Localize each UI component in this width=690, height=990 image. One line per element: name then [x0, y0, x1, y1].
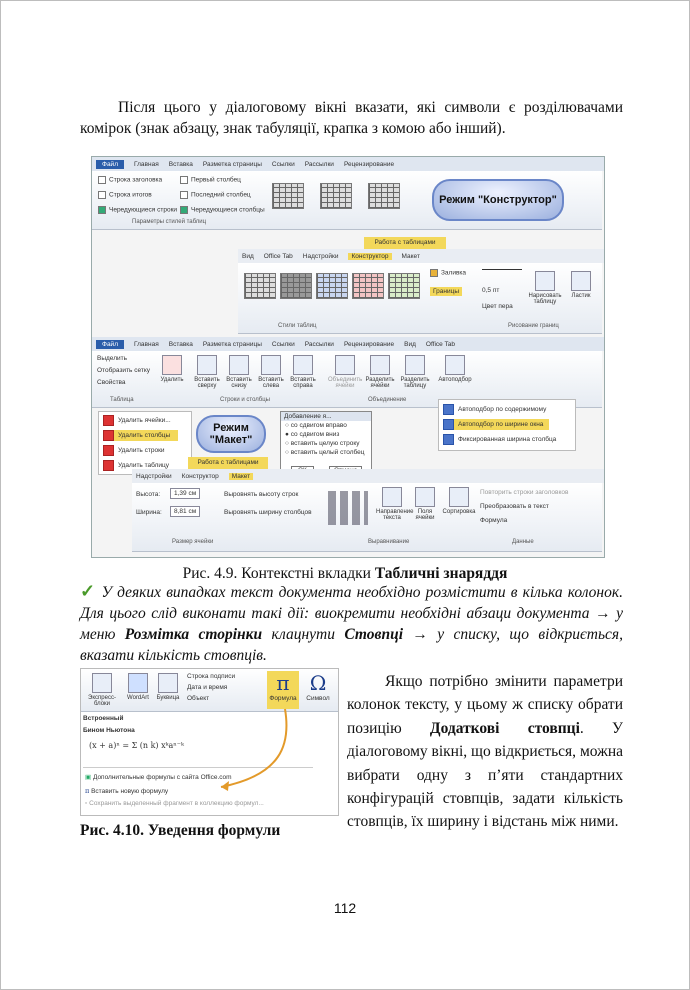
table-style-thumb[interactable] — [368, 183, 400, 209]
checkbox-total-row[interactable]: Строка итогов — [98, 191, 152, 199]
formula-ribbon-button[interactable]: π Формула — [267, 671, 299, 709]
tab-insert[interactable]: Вставка — [168, 160, 193, 168]
dialog-option[interactable]: ● со сдвигом вниз — [285, 431, 340, 438]
tab-office-tab[interactable]: Office Tab — [425, 340, 455, 348]
dialog-title: Добавление я... — [281, 412, 371, 421]
tab-view[interactable]: Вид — [242, 252, 254, 260]
ribbon-table-styles — [238, 263, 602, 334]
express-blocks-icon — [92, 673, 112, 693]
cell-margins-button[interactable]: Поля ячейки — [410, 487, 440, 521]
group-label-merge: Объединение — [368, 397, 407, 403]
column-width-label: Ширина: — [136, 509, 162, 516]
dropcap-icon — [158, 673, 178, 693]
autofit-button[interactable]: Автоподбор — [438, 355, 472, 383]
pi-icon: π — [85, 787, 90, 795]
ribbon-tabs-mid — [238, 249, 605, 263]
text-direction-icon — [382, 487, 402, 507]
cell-margins-icon — [415, 487, 435, 507]
delete-columns-icon — [103, 430, 114, 441]
date-time-button[interactable]: Дата и время — [187, 684, 228, 691]
text-direction-button[interactable]: Направление текста — [376, 487, 408, 521]
autofit-dropdown — [438, 399, 576, 451]
tab-office-tab[interactable]: Office Tab — [263, 252, 293, 260]
delete-button[interactable]: Удалить — [158, 355, 186, 383]
delete-table-icon — [162, 355, 182, 375]
delete-cells-icon — [103, 415, 114, 426]
checkbox-banded-rows[interactable]: Чередующиеся строки — [98, 206, 177, 214]
pen-width-selector[interactable]: 0,5 пт — [482, 287, 500, 294]
dialog-option[interactable]: ○ со сдвигом вправо — [285, 422, 347, 429]
object-button[interactable]: Объект — [187, 695, 210, 702]
alignment-grid[interactable] — [328, 491, 368, 525]
callout-layout-mode: Режим "Макет" — [196, 415, 266, 453]
row-height-input[interactable]: 1,39 см — [170, 488, 200, 499]
menu-delete-cells[interactable]: Удалить ячейки... — [103, 415, 171, 426]
tab-review[interactable]: Рецензирование — [343, 340, 395, 348]
split-table-button[interactable]: Разделить таблицу — [398, 355, 432, 389]
select-button[interactable]: Выделить — [97, 355, 127, 362]
sort-button[interactable]: Сортировка — [442, 487, 476, 515]
figure-4-9-caption: Рис. 4.9. Контекстні вкладки Табличні знаряддя — [182, 565, 508, 582]
dialog-option[interactable]: ○ вставить целый столбец — [285, 449, 365, 456]
paragraph-intro: Після цього у діалоговому вікні вказати, які символи є розділювачами комірок (знак абзацу, знак табуляції, крапка з комою або інший). — [80, 99, 623, 137]
borders-button[interactable]: Границы — [430, 287, 462, 296]
tab-mailings[interactable]: Рассылки — [304, 340, 334, 348]
tab-file[interactable]: Файл — [96, 160, 124, 169]
group-label-rows-cols: Строки и столбцы — [220, 397, 270, 403]
menu-autofit-contents[interactable]: Автоподбор по содержимому — [443, 404, 546, 415]
checkbox-banded-columns[interactable]: Чередующиеся столбцы — [180, 206, 265, 214]
tab-insert[interactable]: Вставка — [168, 340, 193, 348]
merge-cells-button[interactable]: Объединить ячейки — [328, 355, 362, 389]
menu-fixed-width[interactable]: Фиксированная ширина столбца — [443, 434, 556, 445]
save-selection-item[interactable]: ▫ Сохранить выделенный фрагмент в коллекцию формул... — [85, 800, 264, 807]
split-cells-button[interactable]: Разделить ячейки — [364, 355, 396, 389]
menu-delete-columns[interactable]: Удалить столбцы — [103, 430, 178, 441]
tab-addins[interactable]: Надстройки — [136, 472, 172, 480]
arrow-connector — [211, 705, 311, 795]
paragraph-columns: ✓ У деяких випадках текст документа необхідно розмістити в кілька колонок. Для цього слід виконати такі дії: виокремити необхідні абзаци документа → у меню Розмітка сторінки клацнути Стовпці → у списку, що відкриється, вказати кількість стовпців. — [80, 581, 624, 664]
tab-mailings[interactable]: Рассылки — [304, 160, 334, 168]
split-cells-icon — [370, 355, 390, 375]
dropcap-button[interactable]: Буквица — [153, 673, 183, 701]
table-style-thumb[interactable] — [272, 183, 304, 209]
table-style-thumb[interactable] — [316, 273, 348, 299]
ribbon-tabs-top — [92, 157, 605, 171]
ribbon-tabs-bottom2 — [132, 469, 605, 483]
signature-line-button[interactable]: Строка подписи — [187, 673, 236, 680]
show-grid-button[interactable]: Отобразить сетку — [97, 367, 151, 374]
tab-constructor[interactable]: Конструктор — [181, 472, 219, 480]
delete-dropdown — [98, 411, 192, 475]
split-table-icon — [405, 355, 425, 375]
insert-below-button[interactable]: Вставить снизу — [224, 355, 254, 389]
properties-button[interactable]: Свойства — [97, 379, 126, 386]
table-style-thumb[interactable] — [352, 273, 384, 299]
repeat-header-button[interactable]: Повторить строки заголовков — [480, 489, 569, 496]
autofit-window-icon — [443, 419, 454, 430]
page-number: 112 — [333, 900, 357, 916]
ribbon-tabs-bottom — [92, 337, 605, 351]
autofit-icon — [445, 355, 465, 375]
menu-autofit-window[interactable]: Автоподбор по ширине окна — [443, 419, 549, 430]
tab-references[interactable]: Ссылки — [271, 340, 295, 348]
tab-view[interactable]: Вид — [404, 340, 416, 348]
insert-right-icon — [293, 355, 313, 375]
group-label-data: Данные — [512, 539, 534, 545]
sort-icon — [449, 487, 469, 507]
draw-table-button[interactable]: Нарисовать таблицу — [528, 271, 562, 305]
wordart-button[interactable]: WordArt — [123, 673, 153, 701]
figure-4-9-screenshot — [91, 156, 605, 558]
omega-icon: Ω — [309, 671, 327, 695]
binomial-title: Бином Ньютона — [83, 727, 135, 734]
insert-below-icon — [229, 355, 249, 375]
insert-left-button[interactable]: Вставить слева — [256, 355, 286, 389]
checkbox-last-column[interactable]: Последний столбец — [180, 191, 251, 199]
equalize-height-button[interactable]: Выровнять высоту строк — [224, 491, 299, 498]
formula-button[interactable]: Формула — [480, 517, 508, 524]
tab-page-layout[interactable]: Разметка страницы — [202, 160, 262, 168]
menu-delete-table[interactable]: Удалить таблицу — [103, 460, 169, 471]
more-formulas-item[interactable]: ▣ Дополнительные формулы с сайта Office.com — [85, 774, 232, 781]
binomial-equation[interactable]: (x + a)ⁿ = Σ (n k) xᵏaⁿ⁻ᵏ — [89, 741, 184, 750]
symbol-ribbon-button[interactable]: Ω Символ — [303, 671, 333, 709]
convert-to-text-button[interactable]: Преобразовать в текст — [480, 503, 549, 510]
group-label-draw-borders: Рисование границ — [508, 323, 559, 329]
merge-cells-icon — [335, 355, 355, 375]
figure-4-10-screenshot — [80, 668, 339, 816]
eraser-icon — [571, 271, 591, 291]
tab-layout[interactable]: Макет — [229, 473, 253, 480]
context-header-table-tools: Работа с таблицами — [188, 457, 268, 469]
checkmark-icon: ✓ — [80, 581, 97, 601]
pi-icon: π — [276, 671, 290, 695]
pen-style-selector[interactable] — [482, 269, 522, 270]
insert-left-icon — [261, 355, 281, 375]
wordart-icon — [128, 673, 148, 693]
ribbon-layout-cell-size — [132, 483, 602, 552]
menu-delete-rows[interactable]: Удалить строки — [103, 445, 165, 456]
insert-above-icon — [197, 355, 217, 375]
insert-right-button[interactable]: Вставить справа — [288, 355, 318, 389]
figure-4-10-caption: Рис. 4.10. Уведення формули — [80, 822, 281, 839]
group-label-style-options: Параметры стилей таблиц — [132, 219, 207, 225]
tab-file[interactable]: Файл — [96, 340, 124, 349]
tab-addins[interactable]: Надстройки — [302, 252, 339, 260]
checkbox-first-column[interactable]: Первый столбец — [180, 176, 241, 184]
delete-table-icon — [103, 460, 114, 471]
express-blocks-button[interactable]: Экспресс-блоки — [83, 673, 121, 707]
fixed-width-icon — [443, 434, 454, 445]
checkbox-header-row[interactable]: Строка заголовка — [98, 176, 162, 184]
tab-constructor[interactable]: Конструктор — [348, 253, 391, 260]
autofit-contents-icon — [443, 404, 454, 415]
pen-color-selector[interactable]: Цвет пера — [482, 303, 513, 310]
table-style-thumb[interactable] — [320, 183, 352, 209]
group-label-cell-size: Размер ячейки — [172, 539, 214, 545]
group-label-table: Таблица — [110, 397, 134, 403]
insert-new-formula-item[interactable]: π Вставить новую формулу — [85, 787, 169, 795]
callout-constructor-mode: Режим "Конструктор" — [432, 179, 564, 221]
tab-home[interactable]: Главная — [133, 340, 159, 348]
table-style-thumb[interactable] — [280, 273, 312, 299]
group-label-table-styles: Стили таблиц — [278, 323, 317, 329]
group-label-alignment: Выравнивание — [368, 539, 410, 545]
tab-review[interactable]: Рецензирование — [343, 160, 395, 168]
delete-rows-icon — [103, 445, 114, 456]
column-width-input[interactable]: 8,81 см — [170, 506, 200, 517]
equalize-width-button[interactable]: Выровнять ширину столбцов — [224, 509, 312, 516]
insert-above-button[interactable]: Вставить сверху — [192, 355, 222, 389]
eraser-button[interactable]: Ластик — [564, 271, 598, 299]
shading-button[interactable]: Заливка — [430, 269, 466, 277]
tab-page-layout[interactable]: Разметка страницы — [202, 340, 262, 348]
tab-layout[interactable]: Макет — [401, 252, 420, 260]
row-height-label: Высота: — [136, 491, 161, 498]
dialog-option[interactable]: ○ вставить целую строку — [285, 440, 360, 447]
table-style-thumb[interactable] — [388, 273, 420, 299]
tab-references[interactable]: Ссылки — [271, 160, 295, 168]
table-style-thumb[interactable] — [244, 273, 276, 299]
context-header-table-tools: Работа с таблицами — [364, 237, 446, 249]
builtin-header: Встроенный — [83, 715, 124, 722]
tab-home[interactable]: Главная — [133, 160, 159, 168]
pencil-icon — [535, 271, 555, 291]
paragraph-more-columns: Якщо потрібно змінити параметри колонок тексту, у цьому ж списку обрати позицію Додаткові стовпці. У діалоговому вікні, що відкриється, можна вибрати одну з п’яти стандартних конфігурацій стовпців, задати кількість стовпців, їх ширину і відстань між ними. — [347, 673, 623, 831]
